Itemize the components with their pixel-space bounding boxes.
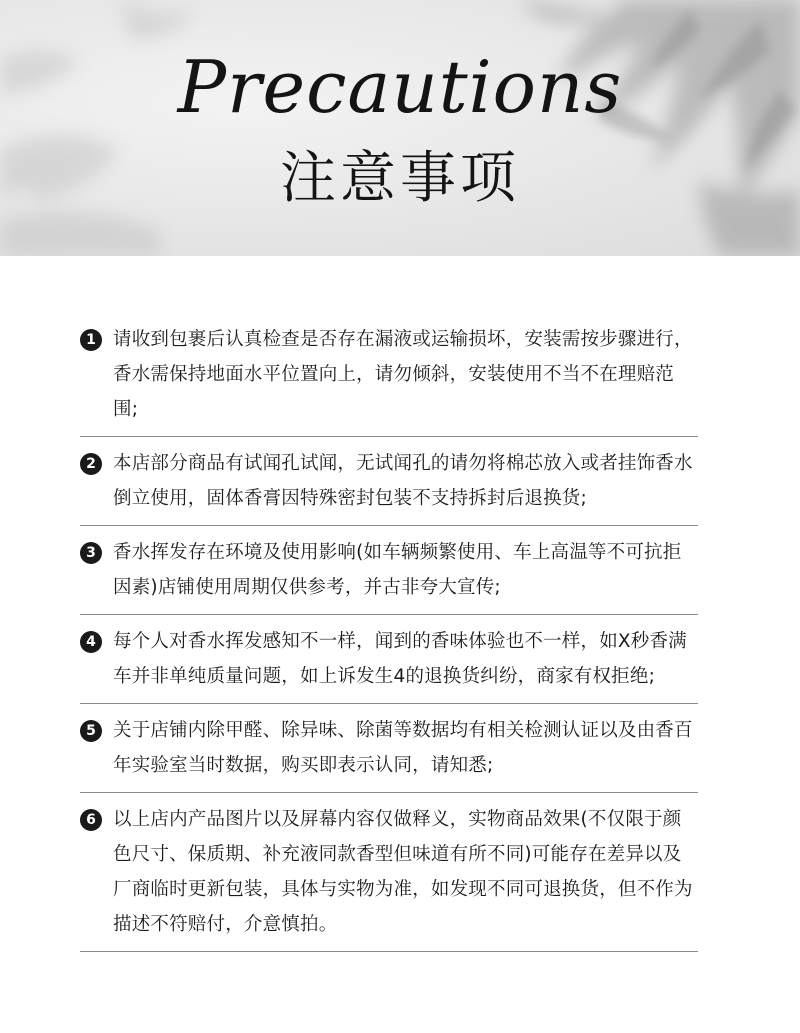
item-text: 关于店铺内除甲醛、除异味、除菌等数据均有相关检测认证以及由香百年实验室当时数据，购买即表示认同，请知悉; <box>113 720 693 776</box>
header-banner <box>0 0 800 256</box>
item-text: 香水挥发存在环境及使用影响(如车辆频繁使用、车上高温等不可抗拒因素)店铺使用周期仅供参考，并古非夸大宣传; <box>113 542 682 598</box>
list-item <box>80 535 698 615</box>
number-badge: 1 <box>80 329 102 351</box>
item-text: 请收到包裹后认真检查是否存在漏液或运输损坏，安装需按步骤进行，香水需保持地面水平位置向上，请勿倾斜，安装使用不当不在理赔范围; <box>113 329 693 420</box>
list-item <box>80 322 698 437</box>
list-item <box>80 446 698 526</box>
item-text: 以上店内产品图片以及屏幕内容仅做释义，实物商品效果(不仅限于颜色尺寸、保质期、补充液同款香型但味道有所不同)可能存在差异以及厂商临时更新包装，具体与实物为准，如发现不同可退换货，但不作为描述不符赔付，介意慎拍。 <box>113 809 693 935</box>
precautions-list <box>80 322 698 952</box>
title-english: Precautions <box>177 45 623 129</box>
title-chinese: 注意事项 <box>280 146 520 211</box>
item-text: 每个人对香水挥发感知不一样，闻到的香味体验也不一样，如X秒香满车并非单纯质量问题，如上诉发生4的退换货纠纷，商家有权拒绝; <box>113 631 687 687</box>
number-badge: 2 <box>80 453 102 475</box>
item-text: 本店部分商品有试闻孔试闻，无试闻孔的请勿将棉芯放入或者挂饰香水倒立使用，固体香膏因特殊密封包装不支持拆封后退换货; <box>113 453 693 509</box>
number-badge: 3 <box>80 542 102 564</box>
number-badge: 6 <box>80 809 102 831</box>
list-item <box>80 624 698 704</box>
list-item <box>80 802 698 952</box>
number-badge: 5 <box>80 720 102 742</box>
number-badge: 4 <box>80 631 102 653</box>
list-item <box>80 713 698 793</box>
